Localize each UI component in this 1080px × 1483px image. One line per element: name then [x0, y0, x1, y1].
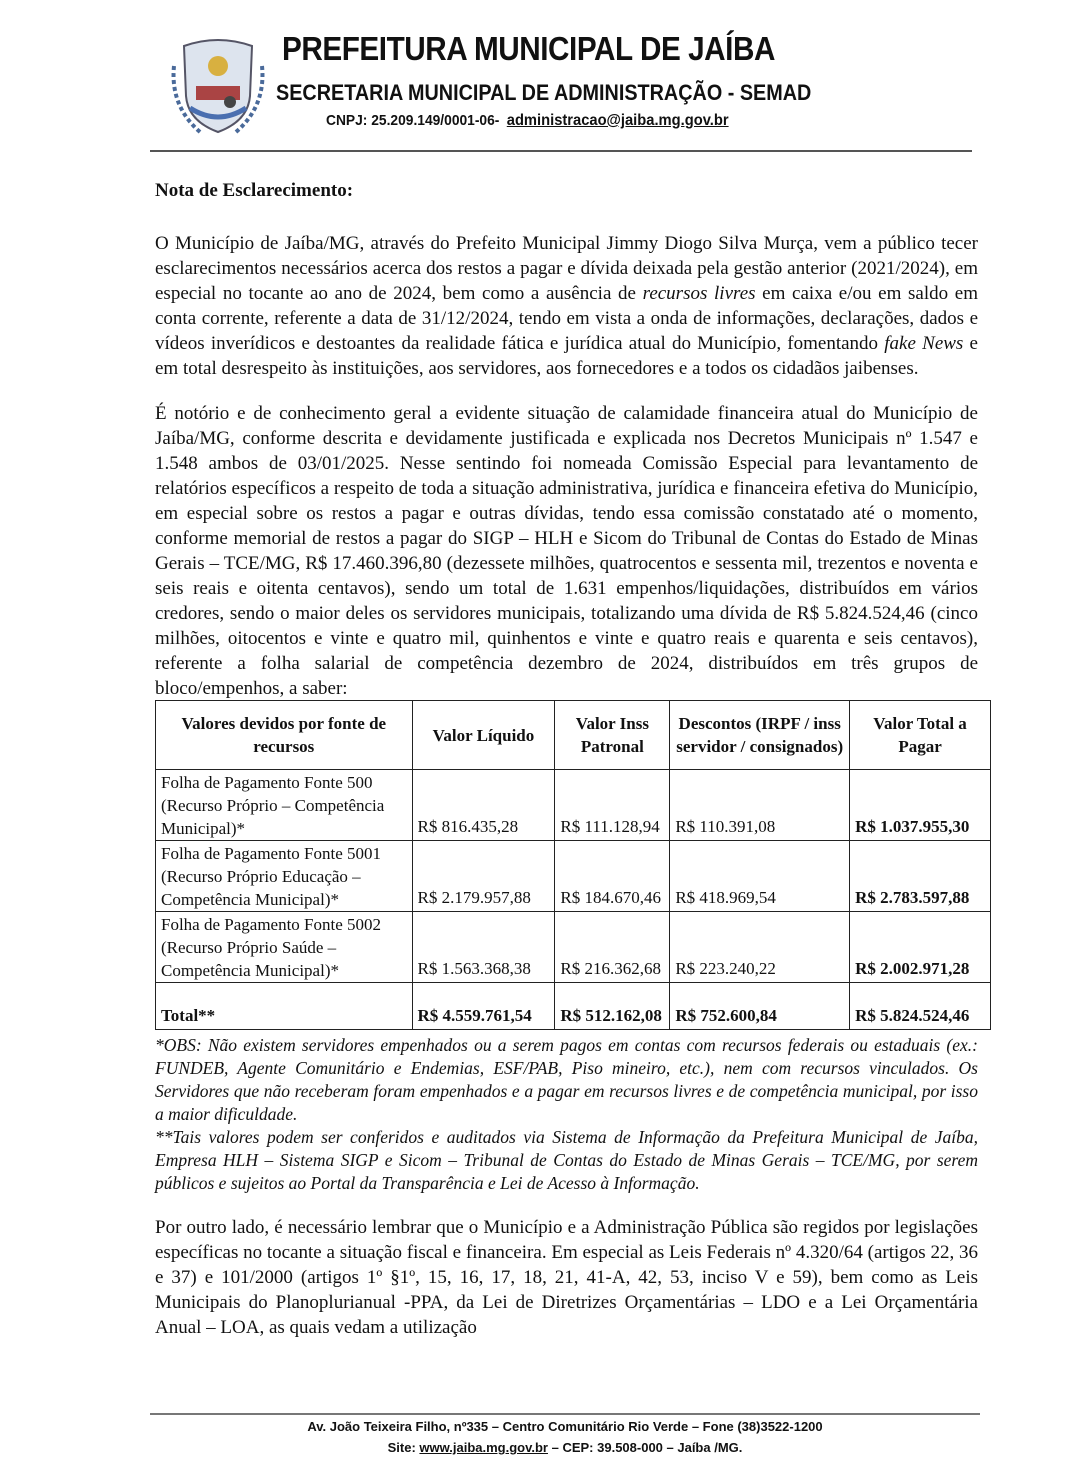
municipal-crest-logo — [170, 36, 266, 136]
site-label: Site: — [387, 1440, 416, 1455]
column-header: Valor Líquido — [412, 701, 555, 770]
text-italic: fake News — [884, 333, 964, 354]
table-cell: Folha de Pagamento Fonte 500 (Recurso Próprio – Competência Municipal)* — [156, 770, 413, 841]
paragraph-2: É notório e de conhecimento geral a evidente situação de calamidade financeira atual do Município de Jaíba/MG, conforme descrita e devidamente justificada e explicada nos Decretos Municipais nº 1.547 e 1.548 ambos de 03/01/2025. Nesse sentindo foi nomeada Comissão Especial para levantamento de relatórios específicos a respeito de toda a situação administrativa, jurídica e financeira efetiva do Município, em especial sobre os restos a pagar e outras dívidas, tendo essa comissão constatado até o momento, conforme memorial de restos a pagar do SIGP – HLH e Sicom do Tribunal de Contas do Estado de Minas Gerais – TCE/MG, R$ 17.460.396,80 (dezessete milhões, quatrocentos e sessenta mil, trezentos e noventa e seis reais e oitenta centavos), sendo um total de 1.631 empenhos/liquidações, distribuídos em vários credores, sendo o maior deles os servidores municipais, totalizando uma dívida de R$ 5.824.524,46 (cinco milhões, oitocentos e vinte e quatro mil, quinhentos e vinte e quatro reais e quarenta e seis centavos), referente a folha salarial de competência dezembro de 2024, distribuídos em três grupos de bloco/empenhos, a saber: — [155, 403, 979, 699]
column-header: Descontos (IRPF / inss servidor / consignados) — [670, 701, 850, 770]
table-cell: R$ 418.969,54 — [670, 841, 850, 912]
table-cell: R$ 5.824.524,46 — [850, 983, 991, 1030]
footer-address: Av. João Teixeira Filho, nº335 – Centro Comunitário Rio Verde – Fone (38)3522-1200 — [307, 1419, 823, 1434]
table-cell: R$ 752.600,84 — [670, 983, 850, 1030]
text-italic: recursos livres — [642, 283, 756, 304]
table-row — [156, 912, 991, 983]
table-cell: R$ 110.391,08 — [670, 770, 850, 841]
table-cell: R$ 111.128,94 — [555, 770, 670, 841]
table-row — [156, 770, 991, 841]
note-2: **Tais valores podem ser conferidos e auditados via Sistema de Informação da Prefeitura Municipal de Jaíba, Empresa HLH – Sistema SIGP e Sicom – Tribunal de Contas do Estado de Minas Gerais – TCE/MG, por serem públicos e sujeitos ao Portal da Transparência e Lei de Acesso à Informação. — [155, 1127, 978, 1193]
footer-divider — [150, 1413, 980, 1415]
cep: – CEP: 39.508-000 – Jaíba /MG. — [551, 1440, 743, 1455]
table-header-row — [156, 701, 991, 770]
table-notes — [155, 1034, 978, 1195]
footer — [0, 1416, 1080, 1458]
column-header: Valores devidos por fonte de recursos — [156, 701, 413, 770]
site-link[interactable]: www.jaiba.mg.gov.br — [419, 1440, 548, 1455]
table-total-row — [156, 983, 991, 1030]
table-cell: R$ 184.670,46 — [555, 841, 670, 912]
table-cell: R$ 223.240,22 — [670, 912, 850, 983]
header-subtitle: SECRETARIA MUNICIPAL DE ADMINISTRAÇÃO - SEMAD — [276, 80, 812, 105]
table-cell: R$ 2.179.957,88 — [412, 841, 555, 912]
header-divider — [150, 150, 972, 152]
debts-table — [155, 700, 991, 1030]
document-body — [155, 178, 978, 1360]
text: O Município de Jaíba/MG, através do Prefeito Municipal Jimmy Diogo Silva Murça, vem a público tecer esclarecimentos necessários acerca dos restos a pagar e dívida deixada pela gestão anterior (2021/2024), em especial no tocante ao ano de 2024, bem como a ausência de — [155, 233, 978, 304]
table-cell: R$ 2.783.597,88 — [850, 841, 991, 912]
email-link[interactable]: administracao@jaiba.mg.gov.br — [506, 112, 729, 129]
table-cell: Folha de Pagamento Fonte 5002 (Recurso Próprio Saúde – Competência Municipal)* — [156, 912, 413, 983]
table-cell: R$ 1.563.368,38 — [412, 912, 555, 983]
column-header: Valor Total a Pagar — [850, 701, 991, 770]
table-cell: Total** — [156, 983, 413, 1030]
table-row — [156, 841, 991, 912]
header-title: PREFEITURA MUNICIPAL DE JAÍBA — [282, 30, 775, 67]
column-header: Valor Inss Patronal — [555, 701, 670, 770]
table-cell: Folha de Pagamento Fonte 5001 (Recurso Próprio Educação – Competência Municipal)* — [156, 841, 413, 912]
footer-site-line — [0, 1437, 1080, 1458]
table-cell: R$ 816.435,28 — [412, 770, 555, 841]
cnpj: CNPJ: 25.209.149/0001-06- — [326, 112, 500, 129]
text: e em total desrespeito às instituições, aos servidores, aos fornecedores e a todos os cidadãos jaibenses. — [155, 333, 978, 379]
document-title: Nota de Esclarecimento: — [155, 180, 354, 201]
text: em caixa e/ou em saldo em conta corrente, referente a data de 31/12/2024, tendo em vista a onda de informações, declarações, dados e vídeos inverídicos e destoantes da realidade fática e jurídica atual do Município, fomentando — [155, 283, 978, 354]
note-1: *OBS: Não existem servidores empenhados ou a serem pagos em contas com recursos federais ou estaduais (ex.: FUNDEB, Agente Comunitário e Endemias, ESF/PAB, Piso mineiro, etc.), nem com recursos vinculados. Os Servidores que não receberam foram empenhados e a pagar em recursos livres e de competência municipal, por isso a maior dificuldade. — [155, 1035, 978, 1124]
paragraph-1 — [155, 231, 978, 381]
table-cell: R$ 4.559.761,54 — [412, 983, 555, 1030]
table-cell: R$ 512.162,08 — [555, 983, 670, 1030]
paragraph-3: Por outro lado, é necessário lembrar que o Município e a Administração Pública são regidos por legislações específicas no tocante a situação fiscal e financeira. Em especial as Leis Federais nº 4.320/64 (artigos 22, 36 e 37) e 101/2000 (artigos 1º §1º, 15, 16, 17, 18, 21, 41-A, 42, 53, inciso V e 59), bem como as Leis Municipais do Planoplurianual -PPA, da Lei de Diretrizes Orçamentárias – LDO e a Lei Orçamentária Anual – LOA, as quais vedam a utilização — [155, 1217, 978, 1338]
table-cell: R$ 2.002.971,28 — [850, 912, 991, 983]
table-cell: R$ 216.362,68 — [555, 912, 670, 983]
table-cell: R$ 1.037.955,30 — [850, 770, 991, 841]
header-contact — [326, 112, 729, 130]
